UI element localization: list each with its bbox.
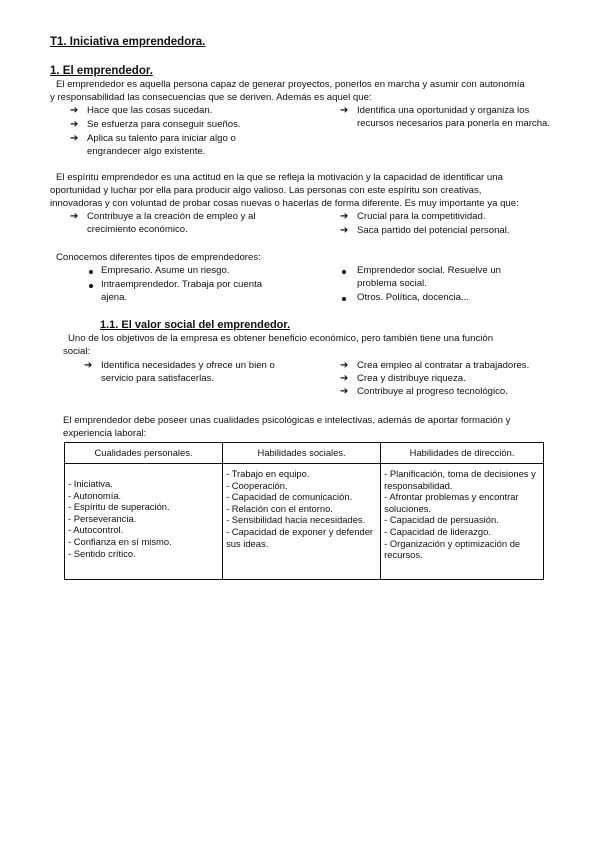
list-item: Intraemprendedor. Trabaja por cuenta ajena. — [101, 279, 263, 303]
paragraph-line: oportunidad y luchar por ella para producir algo valioso. Las personas con este espíritu son creativas, — [50, 185, 482, 196]
table-header: Cualidades personales. — [65, 443, 223, 464]
arrow-bullet-icon: ➔ — [340, 386, 349, 397]
paragraph-line: El espíritu emprendedor es una actitud en la que se refleja la motivación y la capacidad de identificar una — [56, 172, 503, 183]
cell-item: - Autocontrol. — [68, 524, 124, 536]
cell-item: - Capacidad de comunicación. — [226, 491, 353, 503]
cell-item: - Planificación, toma de decisiones y responsabilidad. — [384, 468, 536, 491]
table-header: Habilidades de dirección. — [381, 443, 544, 464]
cell-item: - Capacidad de exponer y defender sus ideas. — [226, 525, 374, 549]
paragraph-line: El emprendedor es aquella persona capaz de generar proyectos, ponerlos en marcha y asumir con autonomía — [56, 79, 525, 90]
arrow-bullet-icon: ➔ — [340, 105, 349, 116]
cell-item: - Trabajo en equipo. — [226, 468, 310, 479]
list-item: Hace que las cosas sucedan. — [87, 105, 213, 116]
paragraph-line: Conocemos diferentes tipos de emprendedores: — [56, 252, 261, 263]
bullet-dot-icon — [89, 270, 93, 274]
list-item: Saca partido del potencial personal. — [357, 225, 510, 236]
list-item: Contribuye al progreso tecnológico. — [357, 386, 508, 397]
cell-item: - Capacidad de persuasión. — [384, 514, 499, 526]
arrow-bullet-icon: ➔ — [340, 373, 349, 384]
list-item: Crucial para la competitividad. — [357, 211, 486, 222]
cell-item: - Autonomía. — [68, 489, 122, 501]
list-item: Identifica una oportunidad y organiza los recursos necesarios para ponerla en marcha. — [357, 105, 551, 129]
paragraph-line: y responsabilidad las consecuencias que se deriven. Además es aquel que: — [50, 92, 372, 103]
qualities-table — [64, 442, 544, 580]
cell-item: - Afrontar problemas y encontrar soluciones. — [384, 491, 519, 514]
bullet-dot-icon — [342, 297, 346, 301]
paragraph-line: Uno de los objetivos de la empresa es obtener beneficio económico, pero también tiene una función — [68, 333, 494, 344]
arrow-bullet-icon: ➔ — [340, 225, 349, 236]
arrow-bullet-icon: ➔ — [84, 360, 93, 371]
cell-item: - Confianza en sí mismo. — [68, 535, 172, 547]
arrow-bullet-icon: ➔ — [340, 211, 349, 222]
paragraph-line: social: — [63, 346, 91, 357]
bullet-dot-icon — [342, 270, 346, 274]
list-item: Contribuye a la creación de empleo y al crecimiento económico. — [87, 211, 256, 235]
cell-item: - Organización y optimización de recursos. — [384, 537, 521, 561]
cell-item: - Cooperación. — [226, 479, 288, 491]
list-item: Empresario. Asume un riesgo. — [101, 265, 230, 276]
list-item: Otros. Política, docencia... — [357, 292, 469, 303]
cell-item: - Capacidad de liderazgo. — [384, 525, 491, 537]
table-header: Habilidades sociales. — [223, 443, 381, 464]
table-cell-sociales — [223, 464, 381, 580]
list-item: Crea empleo al contratar a trabajadores. — [357, 360, 530, 371]
arrow-bullet-icon: ➔ — [70, 105, 79, 116]
list-item: Emprendedor social. Resuelve un problema social. — [357, 265, 501, 289]
arrow-bullet-icon: ➔ — [70, 133, 79, 144]
paragraph-line: El emprendedor debe poseer unas cualidades psicológicas e intelectivas, además de aportar formación y — [63, 415, 511, 426]
table-cell-direccion — [381, 464, 544, 580]
page-title: T1. Iniciativa emprendedora. — [50, 36, 206, 48]
cell-item: - Iniciativa. — [68, 478, 113, 489]
list-item: Crea y distribuye riqueza. — [357, 373, 466, 384]
list-item: Aplica su talento para iniciar algo o engrandecer algo existente. — [87, 133, 236, 157]
cell-item: - Sentido crítico. — [68, 547, 136, 559]
list-item: Identifica necesidades y ofrece un bien o servicio para satisfacerlas. — [101, 360, 275, 384]
bullet-dot-icon — [89, 284, 93, 288]
paragraph-line: experiencia laboral: — [63, 428, 147, 439]
paragraph-line: innovadoras y con voluntad de probar cosas nuevas o hacerlas de forma diferente. Es muy importante ya que: — [50, 198, 519, 209]
cell-item: - Espíritu de superación. — [68, 501, 170, 513]
section-heading-emprendedor: 1. El emprendedor. — [50, 65, 153, 77]
list-item: Se esfuerza para conseguir sueños. — [87, 119, 241, 130]
arrow-bullet-icon: ➔ — [70, 211, 79, 222]
arrow-bullet-icon: ➔ — [340, 360, 349, 371]
arrow-bullet-icon: ➔ — [70, 119, 79, 130]
table-cell-cualidades — [65, 464, 223, 580]
cell-item: - Relación con el entorno. — [226, 502, 333, 514]
cell-item: - Perseverancia. — [68, 512, 137, 524]
section-heading-valor-social: 1.1. El valor social del emprendedor. — [100, 319, 291, 331]
cell-item: - Sensibilidad hacia necesidades. — [226, 514, 366, 526]
